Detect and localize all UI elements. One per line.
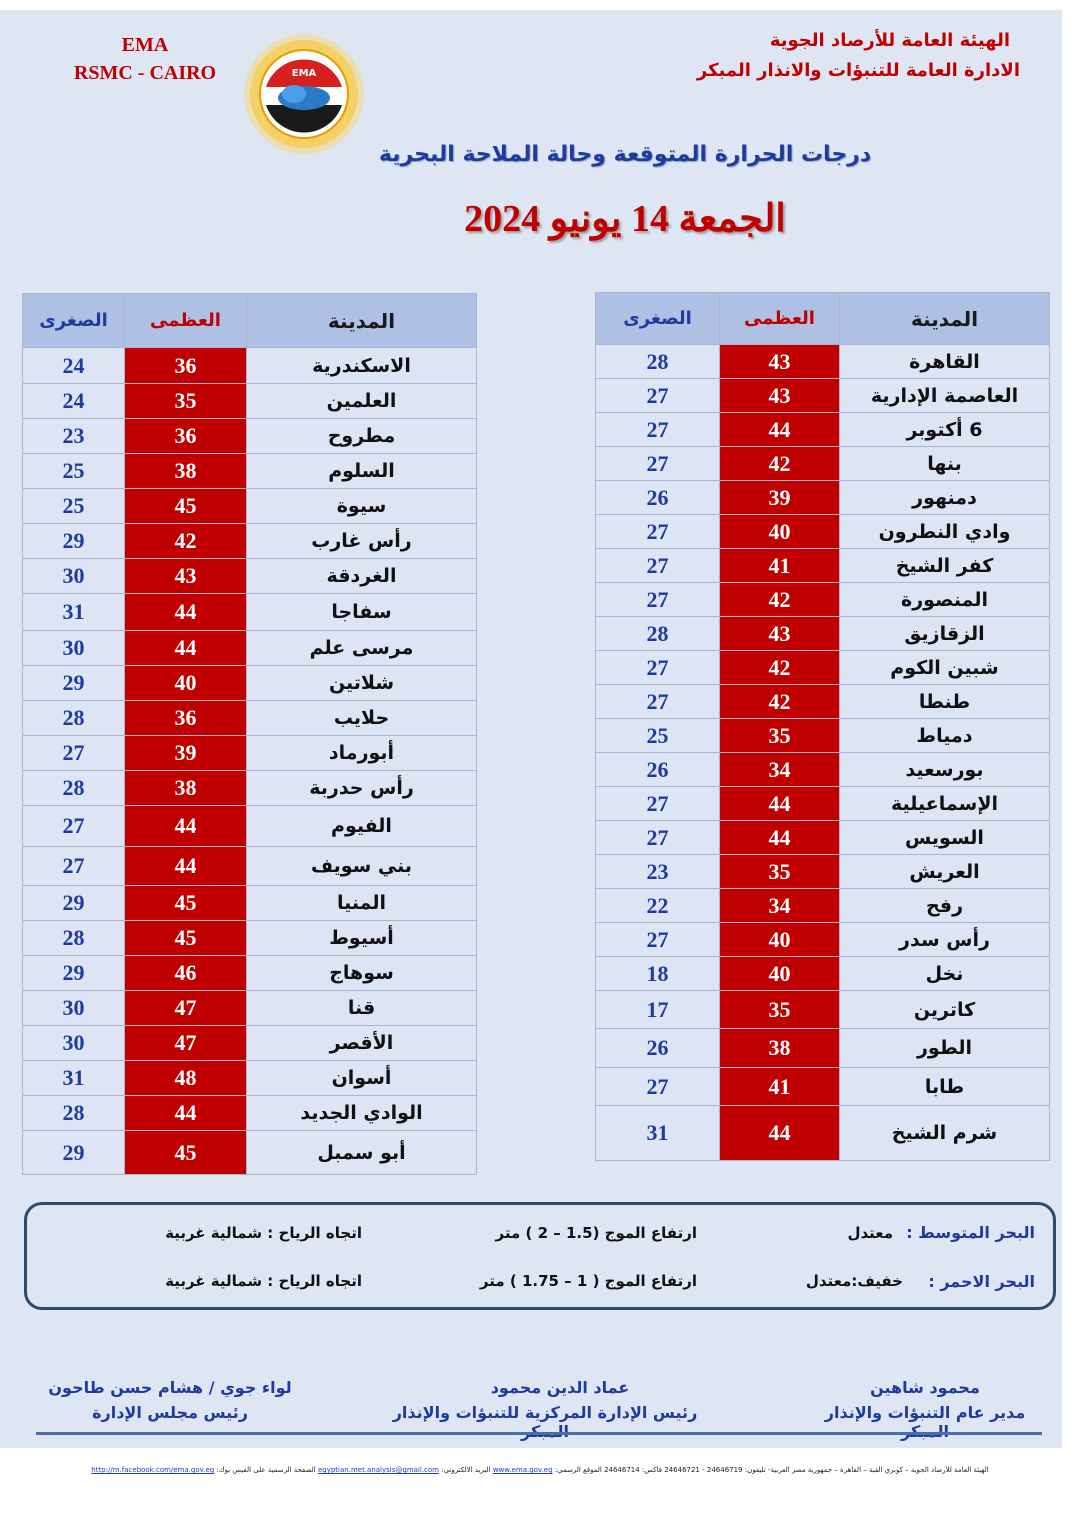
city-cell: الطور xyxy=(840,1029,1050,1068)
mediterranean-wind: اتجاه الرياح : شمالية غربية xyxy=(165,1224,362,1242)
max-temp-cell: 35 xyxy=(125,384,247,419)
red-sea-label: البحر الاحمر : xyxy=(928,1272,1035,1291)
page-date: الجمعة 14 يونيو 2024 xyxy=(464,198,786,240)
signature-left-title: رئيس مجلس الإدارة xyxy=(92,1403,248,1422)
table-row xyxy=(23,384,477,419)
table-row xyxy=(23,806,477,847)
table-row xyxy=(23,1131,477,1175)
signature-right-name: محمود شاهين xyxy=(870,1378,980,1397)
max-temp-cell: 47 xyxy=(125,991,247,1026)
city-cell: العريش xyxy=(840,855,1050,889)
ema-label: EMA xyxy=(121,34,169,56)
table-row xyxy=(23,348,477,384)
table-row xyxy=(596,957,1050,991)
max-temp-cell: 45 xyxy=(125,921,247,956)
max-temp-cell: 44 xyxy=(125,806,247,847)
min-temp-cell: 28 xyxy=(23,921,125,956)
max-temp-cell: 47 xyxy=(125,1026,247,1061)
min-temp-cell: 27 xyxy=(596,413,720,447)
city-cell: شرم الشيخ xyxy=(840,1106,1050,1161)
max-temp-cell: 44 xyxy=(720,787,840,821)
table-row xyxy=(23,701,477,736)
min-temp-cell: 27 xyxy=(23,806,125,847)
max-temp-cell: 36 xyxy=(125,701,247,736)
max-temp-cell: 44 xyxy=(125,631,247,666)
table-row xyxy=(596,991,1050,1029)
header-max: العظمى xyxy=(720,293,840,345)
table-row xyxy=(23,956,477,991)
city-cell: الإسماعيلية xyxy=(840,787,1050,821)
table-row xyxy=(596,855,1050,889)
table-row xyxy=(23,666,477,701)
red-sea-wave: ارتفاع الموج ( 1 – 1.75 ) متر xyxy=(479,1272,697,1290)
footer-website-link[interactable]: www.ema.gov.eg xyxy=(492,1466,553,1474)
city-cell: سوهاج xyxy=(247,956,477,991)
table-row xyxy=(596,787,1050,821)
city-cell: قنا xyxy=(247,991,477,1026)
city-cell: السويس xyxy=(840,821,1050,855)
table-row xyxy=(23,594,477,631)
min-temp-cell: 28 xyxy=(23,1096,125,1131)
page-subtitle: درجات الحرارة المتوقعة وحالة الملاحة البحرية xyxy=(378,142,872,167)
city-cell: القاهرة xyxy=(840,345,1050,379)
city-cell: 6 أكتوبر xyxy=(840,413,1050,447)
min-temp-cell: 29 xyxy=(23,666,125,701)
max-temp-cell: 39 xyxy=(125,736,247,771)
left-temperature-table xyxy=(22,293,477,1175)
max-temp-cell: 41 xyxy=(720,549,840,583)
signature-left-name: لواء جوي / هشام حسن طاحون xyxy=(48,1378,292,1397)
table-row xyxy=(23,419,477,454)
max-temp-cell: 40 xyxy=(720,957,840,991)
table-row xyxy=(596,447,1050,481)
table-row xyxy=(596,617,1050,651)
min-temp-cell: 30 xyxy=(23,1026,125,1061)
max-temp-cell: 42 xyxy=(125,524,247,559)
min-temp-cell: 24 xyxy=(23,384,125,419)
footer-email-link[interactable]: egyptian.met.analysis@gmail.com xyxy=(317,1466,439,1474)
table-row xyxy=(596,821,1050,855)
table-row xyxy=(596,1106,1050,1161)
max-temp-cell: 43 xyxy=(720,617,840,651)
min-temp-cell: 31 xyxy=(596,1106,720,1161)
table-row xyxy=(596,1029,1050,1068)
red-sea-wind: اتجاه الرياح : شمالية غربية xyxy=(165,1272,362,1290)
min-temp-cell: 28 xyxy=(23,701,125,736)
signature-center-name: عماد الدين محمود xyxy=(490,1378,630,1397)
max-temp-cell: 43 xyxy=(720,379,840,413)
city-cell: كاترين xyxy=(840,991,1050,1029)
header-min: الصغرى xyxy=(596,293,720,345)
city-cell: السلوم xyxy=(247,454,477,489)
table-row xyxy=(23,921,477,956)
footer-facebook-link[interactable]: http://m.facebook.com/ema.gov.eg xyxy=(91,1466,215,1474)
min-temp-cell: 27 xyxy=(596,379,720,413)
city-cell: أبورماد xyxy=(247,736,477,771)
min-temp-cell: 27 xyxy=(23,847,125,886)
city-cell: العاصمة الإدارية xyxy=(840,379,1050,413)
min-temp-cell: 29 xyxy=(23,956,125,991)
sea-conditions-box xyxy=(24,1202,1056,1310)
header-city: المدينة xyxy=(840,293,1050,345)
min-temp-cell: 28 xyxy=(596,617,720,651)
org-department: الادارة العامة للتنبؤات والانذار المبكر xyxy=(696,60,1020,81)
min-temp-cell: 23 xyxy=(596,855,720,889)
min-temp-cell: 25 xyxy=(23,489,125,524)
max-temp-cell: 36 xyxy=(125,348,247,384)
max-temp-cell: 43 xyxy=(125,559,247,594)
city-cell: رأس حدربة xyxy=(247,771,477,806)
max-temp-cell: 34 xyxy=(720,753,840,787)
min-temp-cell: 31 xyxy=(23,594,125,631)
min-temp-cell: 27 xyxy=(596,583,720,617)
max-temp-cell: 35 xyxy=(720,719,840,753)
table-row xyxy=(596,889,1050,923)
min-temp-cell: 27 xyxy=(596,821,720,855)
city-cell: الزقازيق xyxy=(840,617,1050,651)
table-row xyxy=(596,583,1050,617)
table-row xyxy=(23,1026,477,1061)
table-row xyxy=(23,631,477,666)
footer-email-label: البريد الالكتروني: xyxy=(441,1466,491,1474)
max-temp-cell: 40 xyxy=(125,666,247,701)
table-row xyxy=(23,559,477,594)
table-row xyxy=(596,345,1050,379)
city-cell: شلاتين xyxy=(247,666,477,701)
min-temp-cell: 28 xyxy=(23,771,125,806)
signature-center-title: رئيس الإدارة المركزية للتنبؤات والإنذار xyxy=(392,1403,698,1422)
city-cell: مرسى علم xyxy=(247,631,477,666)
table-row xyxy=(596,515,1050,549)
red-sea-state: خفيف:معتدل xyxy=(805,1272,903,1290)
max-temp-cell: 44 xyxy=(125,847,247,886)
max-temp-cell: 45 xyxy=(125,489,247,524)
min-temp-cell: 27 xyxy=(596,787,720,821)
min-temp-cell: 26 xyxy=(596,753,720,787)
max-temp-cell: 40 xyxy=(720,923,840,957)
city-cell: طابا xyxy=(840,1068,1050,1106)
min-temp-cell: 29 xyxy=(23,524,125,559)
min-temp-cell: 27 xyxy=(596,651,720,685)
max-temp-cell: 34 xyxy=(720,889,840,923)
city-cell: الغردقة xyxy=(247,559,477,594)
min-temp-cell: 26 xyxy=(596,1029,720,1068)
min-temp-cell: 18 xyxy=(596,957,720,991)
city-cell: نخل xyxy=(840,957,1050,991)
city-cell: بورسعيد xyxy=(840,753,1050,787)
city-cell: الفيوم xyxy=(247,806,477,847)
min-temp-cell: 17 xyxy=(596,991,720,1029)
min-temp-cell: 31 xyxy=(23,1061,125,1096)
city-cell: رأس غارب xyxy=(247,524,477,559)
city-cell: أسوان xyxy=(247,1061,477,1096)
min-temp-cell: 27 xyxy=(596,685,720,719)
org-name: الهيئة العامة للأرصاد الجوية xyxy=(769,30,1010,51)
table-row xyxy=(596,549,1050,583)
max-temp-cell: 42 xyxy=(720,583,840,617)
mediterranean-label: البحر المتوسط : xyxy=(906,1223,1035,1242)
max-temp-cell: 35 xyxy=(720,991,840,1029)
table-row xyxy=(23,886,477,921)
table-row xyxy=(596,685,1050,719)
city-cell: دمنهور xyxy=(840,481,1050,515)
min-temp-cell: 29 xyxy=(23,886,125,921)
table-row xyxy=(596,719,1050,753)
city-cell: حلايب xyxy=(247,701,477,736)
max-temp-cell: 35 xyxy=(720,855,840,889)
min-temp-cell: 27 xyxy=(23,736,125,771)
city-cell: كفر الشيخ xyxy=(840,549,1050,583)
city-cell: بني سويف xyxy=(247,847,477,886)
city-cell: الأقصر xyxy=(247,1026,477,1061)
max-temp-cell: 38 xyxy=(125,771,247,806)
max-temp-cell: 41 xyxy=(720,1068,840,1106)
city-cell: مطروح xyxy=(247,419,477,454)
min-temp-cell: 23 xyxy=(23,419,125,454)
city-cell: سيوة xyxy=(247,489,477,524)
table-row xyxy=(596,413,1050,447)
max-temp-cell: 38 xyxy=(125,454,247,489)
rsmc-label: RSMC - CAIRO xyxy=(73,62,217,84)
table-row xyxy=(23,991,477,1026)
city-cell: المنيا xyxy=(247,886,477,921)
max-temp-cell: 44 xyxy=(125,594,247,631)
min-temp-cell: 22 xyxy=(596,889,720,923)
max-temp-cell: 45 xyxy=(125,1131,247,1175)
table-row xyxy=(23,454,477,489)
max-temp-cell: 44 xyxy=(125,1096,247,1131)
right-temperature-table xyxy=(595,292,1050,1161)
table-row xyxy=(23,847,477,886)
min-temp-cell: 30 xyxy=(23,559,125,594)
max-temp-cell: 42 xyxy=(720,685,840,719)
table-row xyxy=(23,524,477,559)
city-cell: سفاجا xyxy=(247,594,477,631)
logo-text: EMA xyxy=(291,68,317,79)
city-cell: الاسكندرية xyxy=(247,348,477,384)
max-temp-cell: 44 xyxy=(720,413,840,447)
min-temp-cell: 30 xyxy=(23,991,125,1026)
table-header-row xyxy=(596,293,1050,345)
max-temp-cell: 42 xyxy=(720,651,840,685)
min-temp-cell: 27 xyxy=(596,447,720,481)
footer-address: الهيئة العامة للأرصاد الجوية – كوبري القبة – القاهرة – جمهورية مصر العربية- تليفون: 24646719 - 24646721 فاكس: 24646714 الموقع الرسمي: xyxy=(554,1466,989,1474)
city-cell: المنصورة xyxy=(840,583,1050,617)
max-temp-cell: 44 xyxy=(720,821,840,855)
max-temp-cell: 38 xyxy=(720,1029,840,1068)
city-cell: دمياط xyxy=(840,719,1050,753)
min-temp-cell: 29 xyxy=(23,1131,125,1175)
city-cell: العلمين xyxy=(247,384,477,419)
table-row xyxy=(596,379,1050,413)
max-temp-cell: 45 xyxy=(125,886,247,921)
max-temp-cell: 46 xyxy=(125,956,247,991)
min-temp-cell: 27 xyxy=(596,923,720,957)
table-row xyxy=(23,736,477,771)
table-row xyxy=(23,1061,477,1096)
city-cell: رأس سدر xyxy=(840,923,1050,957)
city-cell: بنها xyxy=(840,447,1050,481)
min-temp-cell: 30 xyxy=(23,631,125,666)
min-temp-cell: 27 xyxy=(596,549,720,583)
mediterranean-wave: ارتفاع الموج (1.5 – 2 ) متر xyxy=(495,1224,697,1242)
table-row xyxy=(596,651,1050,685)
city-cell: رفح xyxy=(840,889,1050,923)
max-temp-cell: 39 xyxy=(720,481,840,515)
min-temp-cell: 28 xyxy=(596,345,720,379)
table-row xyxy=(596,753,1050,787)
max-temp-cell: 48 xyxy=(125,1061,247,1096)
min-temp-cell: 26 xyxy=(596,481,720,515)
min-temp-cell: 27 xyxy=(596,515,720,549)
table-row xyxy=(596,923,1050,957)
max-temp-cell: 42 xyxy=(720,447,840,481)
min-temp-cell: 25 xyxy=(23,454,125,489)
city-cell: وادي النطرون xyxy=(840,515,1050,549)
city-cell: طنطا xyxy=(840,685,1050,719)
table-header-row xyxy=(23,294,477,348)
table-row xyxy=(23,489,477,524)
min-temp-cell: 27 xyxy=(596,1068,720,1106)
footer-divider xyxy=(36,1432,1042,1435)
min-temp-cell: 24 xyxy=(23,348,125,384)
min-temp-cell: 25 xyxy=(596,719,720,753)
footer-contact xyxy=(60,1466,1020,1474)
max-temp-cell: 40 xyxy=(720,515,840,549)
header-max: العظمى xyxy=(125,294,247,348)
ema-logo xyxy=(242,32,366,156)
max-temp-cell: 44 xyxy=(720,1106,840,1161)
city-cell: الوادي الجديد xyxy=(247,1096,477,1131)
footer-facebook-label: الصفحة الرسمية على الفيس بوك: xyxy=(216,1466,316,1474)
header-min: الصغرى xyxy=(23,294,125,348)
table-row xyxy=(23,1096,477,1131)
max-temp-cell: 36 xyxy=(125,419,247,454)
city-cell: أسيوط xyxy=(247,921,477,956)
table-row xyxy=(596,481,1050,515)
mediterranean-state: معتدل xyxy=(847,1224,893,1242)
table-row xyxy=(596,1068,1050,1106)
header-city: المدينة xyxy=(247,294,477,348)
table-row xyxy=(23,771,477,806)
max-temp-cell: 43 xyxy=(720,345,840,379)
city-cell: أبو سمبل xyxy=(247,1131,477,1175)
city-cell: شبين الكوم xyxy=(840,651,1050,685)
signature-right-title: مدير عام التنبؤات والإنذار xyxy=(824,1403,1026,1422)
